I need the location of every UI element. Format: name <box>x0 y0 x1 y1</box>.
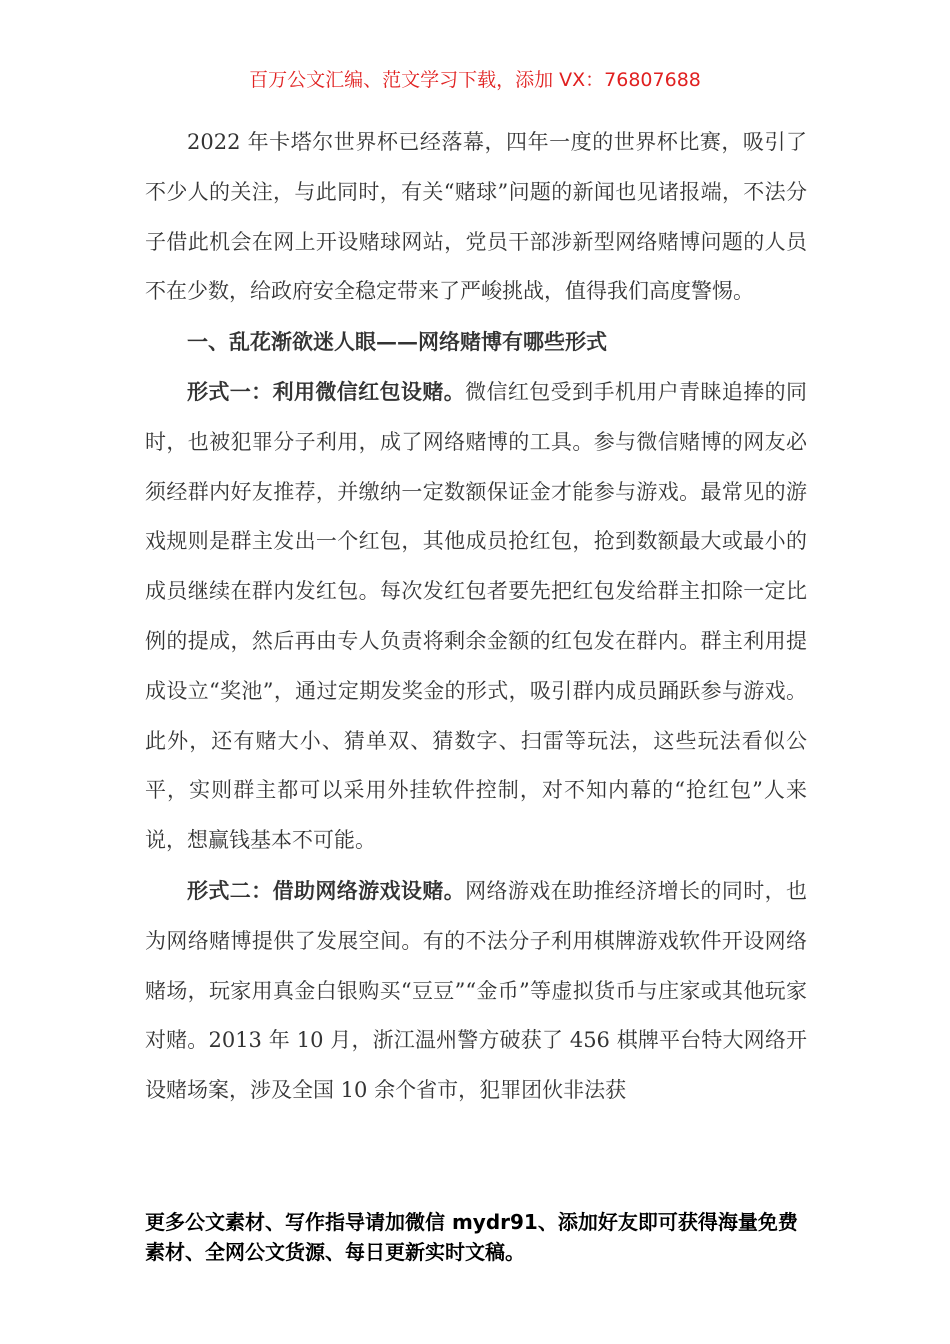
header-banner: 百万公文汇编、范文学习下载，添加 VX：76807688 <box>249 69 701 91</box>
form-two-paragraph <box>145 866 807 1116</box>
form-one-paragraph <box>145 367 807 866</box>
footer-note: 更多公文素材、写作指导请加微信 mydr91、添加好友即可获得海量免费素材、全网公文货源、每日更新实时文稿。 <box>145 1210 798 1264</box>
intro-paragraph: 2022 年卡塔尔世界杯已经落幕，四年一度的世界杯比赛，吸引了不少人的关注，与此同时，有关“赌球”问题的新闻也见诸报端，不法分子借此机会在网上开设赌球网站，党员干部涉新型网络赌博问题的人员不在少数，给政府安全稳定带来了严峻挑战，值得我们高度警惕。 <box>145 130 807 304</box>
form-one-text: 微信红包受到手机用户青睐追捧的同时，也被犯罪分子利用，成了网络赌博的工具。参与微信赌博的网友必须经群内好友推荐，并缴纳一定数额保证金才能参与游戏。最常见的游戏规则是群主发出一个红包，其他成员抢红包，抢到数额最大或最小的成员继续在群内发红包。每次发红包者要先把红包发给群主扣除一定比例的提成，然后再由专人负责将剩余金额的红包发在群内。群主利用提成设立“奖池”，通过定期发奖金的形式，吸引群内成员踊跃参与游戏。此外，还有赌大小、猜单双、猜数字、扫雷等玩法，这些玩法看似公平，实则群主都可以采用外挂软件控制，对不知内幕的“抢红包”人来说，想赢钱基本不可能。 <box>145 379 808 853</box>
section-heading: 一、乱花渐欲迷人眼——网络赌博有哪些形式 <box>187 329 607 355</box>
form-two-title: 形式二：借助网络游戏设赌。 <box>187 877 466 903</box>
document-body <box>145 118 807 1116</box>
form-two-text: 网络游戏在助推经济增长的同时，也为网络赌博提供了发展空间。有的不法分子利用棋牌游戏软件开设网络赌场，玩家用真金白银购买“豆豆”“金币”等虚拟货币与庄家或其他玩家对赌。2013 年 10 月，浙江温州警方破获了 456 棋牌平台特大网络开设赌场案，涉及全国 10 余个省市，犯罪团伙非法获 <box>145 878 808 1103</box>
form-one-title: 形式一：利用微信红包设赌。 <box>187 378 466 404</box>
